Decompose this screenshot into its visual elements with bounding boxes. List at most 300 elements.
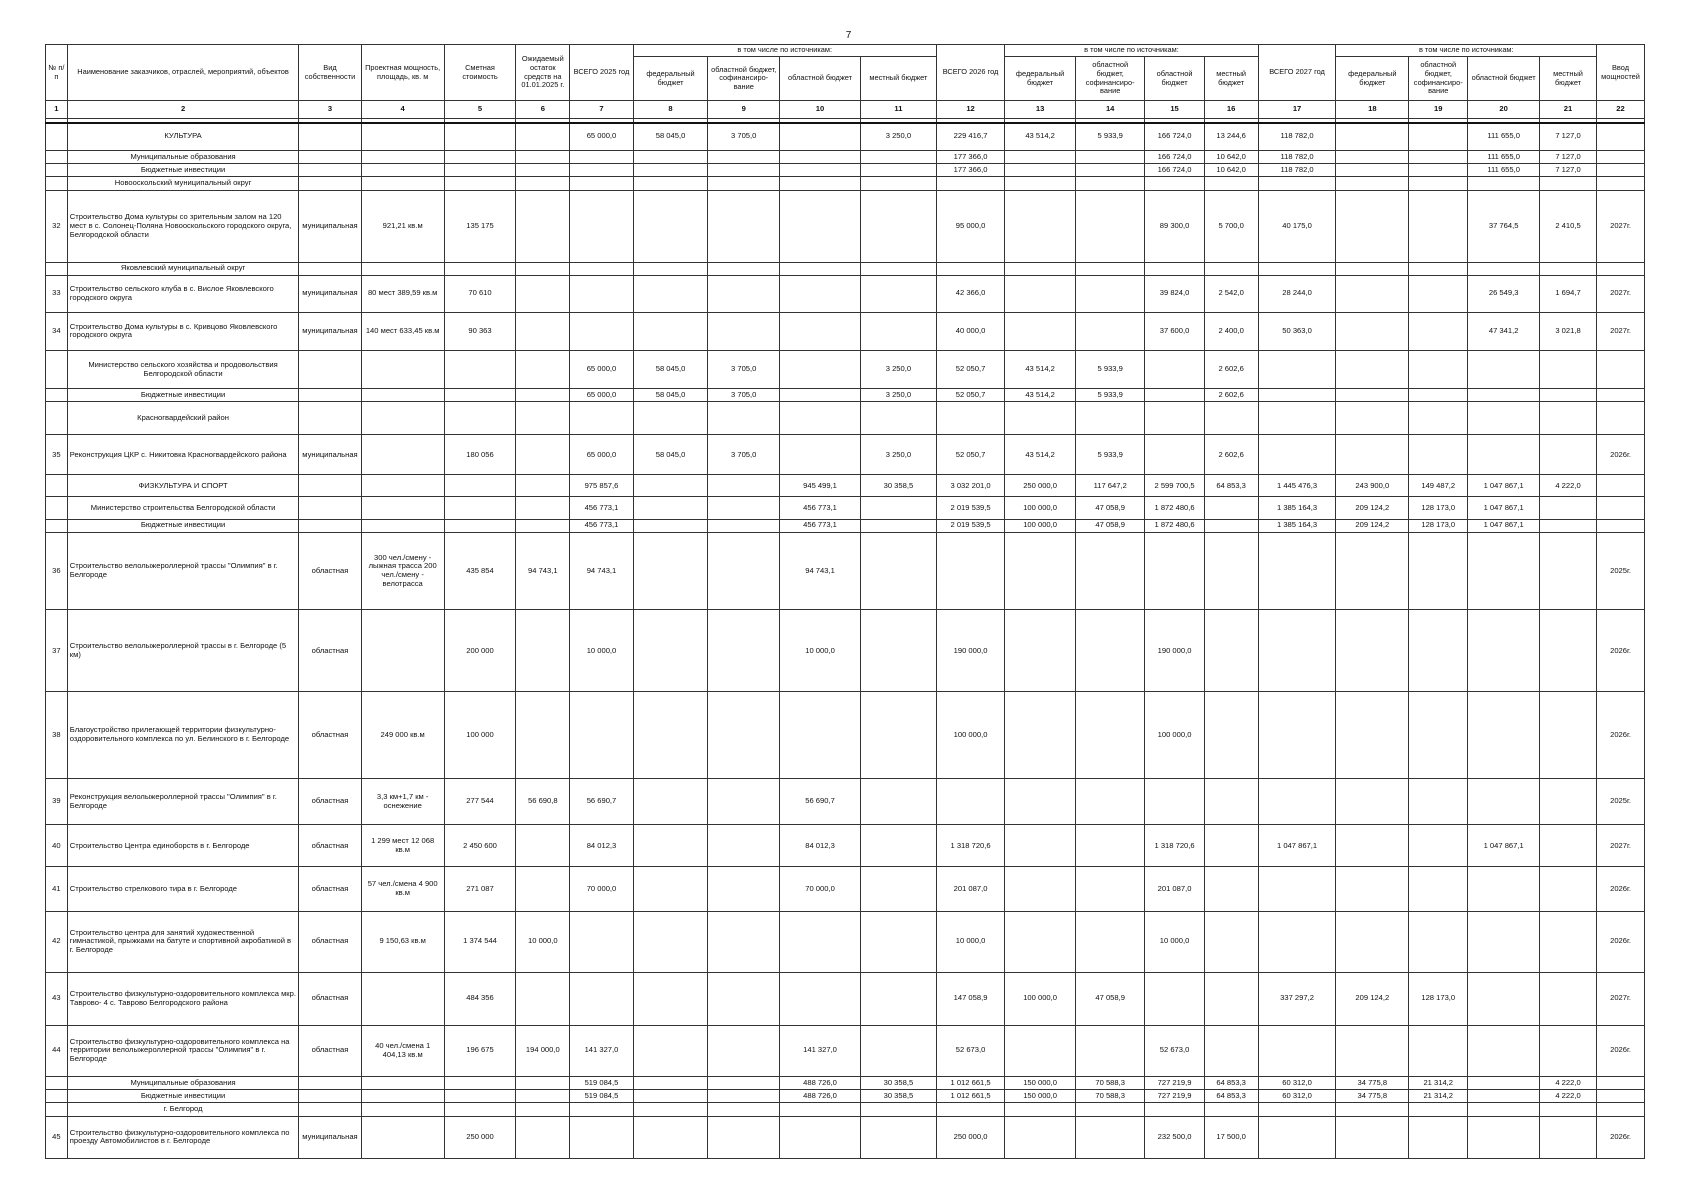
amount-cell: 1 872 480,6 — [1145, 497, 1204, 519]
amount-cell: 47 341,2 — [1468, 312, 1540, 351]
amount-cell — [708, 150, 780, 163]
amount-cell — [708, 778, 780, 825]
amount-cell — [444, 388, 516, 401]
object-name: Строительство физкультурно-оздоровительного комплекса на территории велолыжероллерной трассы "Олимпия" в г. Белгороде — [67, 1025, 299, 1076]
amount-cell: 58 045,0 — [633, 388, 708, 401]
amount-cell — [1468, 778, 1540, 825]
row-number: 43 — [46, 972, 68, 1025]
amount-cell — [1468, 177, 1540, 190]
row-number: 40 — [46, 825, 68, 867]
amount-cell — [1005, 532, 1076, 610]
commission-year: 2027г. — [1597, 972, 1645, 1025]
row-number: 44 — [46, 1025, 68, 1076]
amount-cell: 52 673,0 — [936, 1025, 1005, 1076]
page-number: 7 — [845, 30, 852, 41]
capacity-cell — [361, 972, 444, 1025]
amount-cell — [708, 190, 780, 262]
amount-cell — [936, 1103, 1005, 1116]
amount-cell: 3 250,0 — [861, 435, 937, 475]
commission-year: 2026г. — [1597, 692, 1645, 778]
amount-cell — [570, 312, 633, 351]
amount-cell: 128 173,0 — [1409, 972, 1468, 1025]
commission-year — [1597, 1076, 1645, 1089]
amount-cell — [1468, 911, 1540, 972]
amount-cell — [1258, 435, 1336, 475]
amount-cell — [780, 692, 861, 778]
amount-cell — [1468, 867, 1540, 911]
capacity-cell — [361, 262, 444, 275]
amount-cell — [936, 402, 1005, 435]
ownership-cell: муниципальная — [299, 190, 361, 262]
column-number: 10 — [780, 101, 861, 119]
amount-cell — [708, 1103, 780, 1116]
amount-cell — [1336, 911, 1409, 972]
amount-cell: 58 045,0 — [633, 435, 708, 475]
ownership-cell: областная — [299, 610, 361, 692]
ownership-cell — [299, 123, 361, 151]
amount-cell — [861, 402, 937, 435]
row-number — [46, 388, 68, 401]
commission-year: 2026г. — [1597, 911, 1645, 972]
amount-cell — [444, 1090, 516, 1103]
amount-cell — [1468, 692, 1540, 778]
row-number: 38 — [46, 692, 68, 778]
capacity-cell — [361, 177, 444, 190]
amount-cell: 1 047 867,1 — [1468, 519, 1540, 532]
amount-cell: 484 356 — [444, 972, 516, 1025]
amount-cell: 1 318 720,6 — [936, 825, 1005, 867]
amount-cell — [633, 1090, 708, 1103]
amount-cell — [1409, 150, 1468, 163]
amount-cell — [633, 1116, 708, 1158]
amount-cell: 56 690,7 — [780, 778, 861, 825]
amount-cell: 150 000,0 — [1005, 1090, 1076, 1103]
amount-cell — [1336, 388, 1409, 401]
header-balance: Ожидаемый остаток средств на 01.01.2025 г. — [516, 45, 570, 101]
amount-cell: 2 542,0 — [1204, 275, 1258, 312]
amount-cell — [1204, 262, 1258, 275]
amount-cell — [1409, 262, 1468, 275]
object-name: Благоустройство прилегающей территории физкультурно-оздоровительного комплекса по ул. Белинского в г. Белгороде — [67, 692, 299, 778]
group-row — [46, 123, 1645, 151]
amount-cell: 166 724,0 — [1145, 150, 1204, 163]
amount-cell: 243 900,0 — [1336, 475, 1409, 497]
amount-cell: 3 705,0 — [708, 123, 780, 151]
object-name: Строительство стрелкового тира в г. Белгороде — [67, 867, 299, 911]
amount-cell: 10 642,0 — [1204, 164, 1258, 177]
commission-year — [1597, 262, 1645, 275]
object-name: Строительство центра для занятий художественной гимнастикой, прыжками на батуте и спортивной акробатикой в г. Белгороде — [67, 911, 299, 972]
amount-cell — [1539, 911, 1596, 972]
amount-cell: 10 000,0 — [570, 610, 633, 692]
amount-cell — [516, 177, 570, 190]
amount-cell — [633, 275, 708, 312]
amount-cell — [1468, 1025, 1540, 1076]
amount-cell: 111 655,0 — [1468, 123, 1540, 151]
amount-cell — [1075, 911, 1145, 972]
amount-cell — [1005, 778, 1076, 825]
amount-cell — [1468, 1076, 1540, 1089]
amount-cell — [861, 867, 937, 911]
amount-cell — [708, 402, 780, 435]
amount-cell — [1005, 262, 1076, 275]
amount-cell — [1468, 435, 1540, 475]
amount-cell — [1258, 1103, 1336, 1116]
amount-cell: 3 705,0 — [708, 388, 780, 401]
column-number: 18 — [1336, 101, 1409, 119]
amount-cell: 141 327,0 — [780, 1025, 861, 1076]
amount-cell — [1539, 532, 1596, 610]
ownership-cell — [299, 1090, 361, 1103]
amount-cell — [780, 123, 861, 151]
amount-cell — [633, 1103, 708, 1116]
amount-cell: 90 363 — [444, 312, 516, 351]
amount-cell — [444, 123, 516, 151]
column-number: 11 — [861, 101, 937, 119]
amount-cell — [1204, 497, 1258, 519]
amount-cell: 70 588,3 — [1075, 1090, 1145, 1103]
table-body — [46, 101, 1645, 1159]
amount-cell — [633, 692, 708, 778]
amount-cell — [444, 519, 516, 532]
row-number — [46, 150, 68, 163]
amount-cell — [444, 262, 516, 275]
amount-cell — [708, 610, 780, 692]
amount-cell — [633, 1076, 708, 1089]
amount-cell: 118 782,0 — [1258, 150, 1336, 163]
amount-cell — [780, 164, 861, 177]
commission-year: 2026г. — [1597, 610, 1645, 692]
amount-cell: 1 012 661,5 — [936, 1090, 1005, 1103]
amount-cell — [1145, 1103, 1204, 1116]
group-row — [46, 388, 1645, 401]
amount-cell — [861, 1103, 937, 1116]
amount-cell — [936, 177, 1005, 190]
amount-cell: 17 500,0 — [1204, 1116, 1258, 1158]
amount-cell — [708, 911, 780, 972]
amount-cell — [633, 610, 708, 692]
group-row — [46, 164, 1645, 177]
amount-cell — [444, 177, 516, 190]
amount-cell: 1 694,7 — [1539, 275, 1596, 312]
ownership-cell — [299, 402, 361, 435]
object-name: Строительство физкультурно-оздоровительного комплекса мкр. Таврово- 4 с. Таврово Белгородского района — [67, 972, 299, 1025]
amount-cell: 34 775,8 — [1336, 1090, 1409, 1103]
column-number: 20 — [1468, 101, 1540, 119]
amount-cell — [936, 262, 1005, 275]
amount-cell — [708, 972, 780, 1025]
amount-cell — [1204, 519, 1258, 532]
capacity-cell — [361, 123, 444, 151]
amount-cell — [708, 164, 780, 177]
capacity-cell: 140 мест 633,45 кв.м — [361, 312, 444, 351]
amount-cell: 111 655,0 — [1468, 164, 1540, 177]
amount-cell — [1145, 435, 1204, 475]
amount-cell — [1336, 262, 1409, 275]
amount-cell — [633, 402, 708, 435]
amount-cell — [1336, 123, 1409, 151]
amount-cell — [1258, 1116, 1336, 1158]
amount-cell — [516, 164, 570, 177]
amount-cell: 30 358,5 — [861, 1090, 937, 1103]
amount-cell — [1075, 692, 1145, 778]
amount-cell — [444, 351, 516, 389]
amount-cell: 1 047 867,1 — [1468, 825, 1540, 867]
amount-cell: 1 374 544 — [444, 911, 516, 972]
amount-cell — [861, 1025, 937, 1076]
amount-cell: 65 000,0 — [570, 388, 633, 401]
column-number: 5 — [444, 101, 516, 119]
capacity-cell — [361, 475, 444, 497]
row-number: 36 — [46, 532, 68, 610]
amount-cell — [1204, 867, 1258, 911]
amount-cell: 4 222,0 — [1539, 1090, 1596, 1103]
amount-cell — [1468, 972, 1540, 1025]
amount-cell: 10 000,0 — [780, 610, 861, 692]
amount-cell — [1539, 825, 1596, 867]
ownership-cell — [299, 351, 361, 389]
amount-cell — [708, 519, 780, 532]
amount-cell: 3 250,0 — [861, 351, 937, 389]
amount-cell: 21 314,2 — [1409, 1076, 1468, 1089]
group-row — [46, 475, 1645, 497]
header-sources-2025: в том числе по источникам: — [633, 45, 936, 57]
amount-cell: 117 647,2 — [1075, 475, 1145, 497]
amount-cell — [1336, 351, 1409, 389]
amount-cell — [861, 610, 937, 692]
amount-cell — [1539, 351, 1596, 389]
amount-cell — [633, 475, 708, 497]
object-name: Строительство Дома культуры со зрительным залом на 120 мест в с. Солонец-Поляна Новооскольского городского округа, Белгородской области — [67, 190, 299, 262]
row-number — [46, 164, 68, 177]
amount-cell — [1204, 825, 1258, 867]
amount-cell — [516, 825, 570, 867]
amount-cell: 28 244,0 — [1258, 275, 1336, 312]
amount-cell — [1409, 351, 1468, 389]
amount-cell: 201 087,0 — [936, 867, 1005, 911]
amount-cell — [1336, 150, 1409, 163]
amount-cell: 2 410,5 — [1539, 190, 1596, 262]
column-number: 19 — [1409, 101, 1468, 119]
header-no: № п/п — [46, 45, 68, 101]
header-sources-2026: в том числе по источникам: — [1005, 45, 1258, 57]
column-number: 3 — [299, 101, 361, 119]
amount-cell: 118 782,0 — [1258, 123, 1336, 151]
amount-cell — [780, 402, 861, 435]
column-number: 13 — [1005, 101, 1076, 119]
amount-cell: 727 219,9 — [1145, 1090, 1204, 1103]
ownership-cell — [299, 164, 361, 177]
group-row — [46, 177, 1645, 190]
amount-cell — [1539, 778, 1596, 825]
amount-cell — [1075, 150, 1145, 163]
group-title: Министерство сельского хозяйства и продовольствия Белгородской области — [67, 351, 299, 389]
amount-cell: 94 743,1 — [570, 532, 633, 610]
amount-cell: 47 058,9 — [1075, 519, 1145, 532]
ownership-cell — [299, 177, 361, 190]
amount-cell: 10 000,0 — [936, 911, 1005, 972]
table-row — [46, 275, 1645, 312]
amount-cell — [780, 275, 861, 312]
column-number: 2 — [67, 101, 299, 119]
column-number-row — [46, 101, 1645, 119]
amount-cell: 52 050,7 — [936, 351, 1005, 389]
amount-cell — [1336, 610, 1409, 692]
column-number: 7 — [570, 101, 633, 119]
row-number: 33 — [46, 275, 68, 312]
amount-cell: 60 312,0 — [1258, 1076, 1336, 1089]
ownership-cell — [299, 1076, 361, 1089]
amount-cell — [1468, 1090, 1540, 1103]
amount-cell: 65 000,0 — [570, 351, 633, 389]
amount-cell — [1204, 402, 1258, 435]
capacity-cell — [361, 388, 444, 401]
amount-cell — [1539, 1025, 1596, 1076]
amount-cell: 42 366,0 — [936, 275, 1005, 312]
amount-cell — [861, 692, 937, 778]
amount-cell — [516, 312, 570, 351]
amount-cell: 52 673,0 — [1145, 1025, 1204, 1076]
amount-cell — [1075, 402, 1145, 435]
amount-cell: 975 857,6 — [570, 475, 633, 497]
amount-cell: 135 175 — [444, 190, 516, 262]
ownership-cell — [299, 497, 361, 519]
amount-cell: 229 416,7 — [936, 123, 1005, 151]
ownership-cell — [299, 519, 361, 532]
amount-cell — [936, 778, 1005, 825]
row-number — [46, 497, 68, 519]
amount-cell: 5 933,9 — [1075, 351, 1145, 389]
amount-cell — [780, 177, 861, 190]
amount-cell — [633, 911, 708, 972]
amount-cell — [1409, 1116, 1468, 1158]
amount-cell: 456 773,1 — [780, 519, 861, 532]
row-number: 32 — [46, 190, 68, 262]
table-row — [46, 435, 1645, 475]
header-local-2026: местный бюджет — [1204, 57, 1258, 101]
amount-cell: 519 084,5 — [570, 1076, 633, 1089]
amount-cell — [516, 262, 570, 275]
amount-cell: 84 012,3 — [780, 825, 861, 867]
group-row — [46, 150, 1645, 163]
amount-cell — [633, 778, 708, 825]
column-number: 17 — [1258, 101, 1336, 119]
ownership-cell: муниципальная — [299, 435, 361, 475]
amount-cell — [1409, 911, 1468, 972]
commission-year: 2026г. — [1597, 435, 1645, 475]
header-federal-2025: федеральный бюджет — [633, 57, 708, 101]
amount-cell — [516, 497, 570, 519]
amount-cell: 60 312,0 — [1258, 1090, 1336, 1103]
group-row — [46, 402, 1645, 435]
amount-cell — [1075, 532, 1145, 610]
amount-cell — [1075, 262, 1145, 275]
amount-cell: 50 363,0 — [1258, 312, 1336, 351]
commission-year: 2025г. — [1597, 532, 1645, 610]
amount-cell — [633, 1025, 708, 1076]
amount-cell: 118 782,0 — [1258, 164, 1336, 177]
amount-cell: 209 124,2 — [1336, 519, 1409, 532]
amount-cell: 56 690,7 — [570, 778, 633, 825]
amount-cell — [1258, 778, 1336, 825]
amount-cell — [1258, 692, 1336, 778]
amount-cell: 177 366,0 — [936, 164, 1005, 177]
amount-cell — [1539, 435, 1596, 475]
amount-cell — [1258, 351, 1336, 389]
amount-cell — [1005, 312, 1076, 351]
amount-cell — [1409, 164, 1468, 177]
amount-cell — [1075, 190, 1145, 262]
amount-cell — [1468, 610, 1540, 692]
amount-cell — [1258, 177, 1336, 190]
amount-cell — [1145, 532, 1204, 610]
commission-year — [1597, 150, 1645, 163]
amount-cell: 2 602,6 — [1204, 351, 1258, 389]
amount-cell — [1409, 825, 1468, 867]
header-local-2025: местный бюджет — [861, 57, 937, 101]
amount-cell — [861, 177, 937, 190]
amount-cell — [1336, 825, 1409, 867]
amount-cell — [1409, 610, 1468, 692]
group-title: г. Белгород — [67, 1103, 299, 1116]
amount-cell — [780, 435, 861, 475]
amount-cell — [633, 190, 708, 262]
group-title: Бюджетные инвестиции — [67, 1090, 299, 1103]
ownership-cell — [299, 388, 361, 401]
amount-cell: 7 127,0 — [1539, 123, 1596, 151]
header-federal-2026: федеральный бюджет — [1005, 57, 1076, 101]
amount-cell — [570, 164, 633, 177]
capacity-cell — [361, 164, 444, 177]
amount-cell — [444, 150, 516, 163]
column-number: 4 — [361, 101, 444, 119]
header-estimate: Сметная стоимость — [444, 45, 516, 101]
group-row — [46, 1076, 1645, 1089]
capacity-cell: 300 чел./смену - лыжная трасса 200 чел./смену - велотрасса — [361, 532, 444, 610]
amount-cell: 2 400,0 — [1204, 312, 1258, 351]
amount-cell: 70 000,0 — [780, 867, 861, 911]
amount-cell — [516, 972, 570, 1025]
column-number: 6 — [516, 101, 570, 119]
amount-cell — [570, 177, 633, 190]
amount-cell — [1005, 402, 1076, 435]
amount-cell: 43 514,2 — [1005, 351, 1076, 389]
ownership-cell: муниципальная — [299, 1116, 361, 1158]
amount-cell: 1 318 720,6 — [1145, 825, 1204, 867]
table-row — [46, 532, 1645, 610]
amount-cell — [570, 402, 633, 435]
amount-cell — [1409, 275, 1468, 312]
group-title: Муниципальные образования — [67, 150, 299, 163]
amount-cell — [861, 519, 937, 532]
amount-cell: 58 045,0 — [633, 351, 708, 389]
row-number — [46, 351, 68, 389]
amount-cell: 30 358,5 — [861, 475, 937, 497]
amount-cell: 5 933,9 — [1075, 435, 1145, 475]
header-regional-2026: областной бюджет — [1145, 57, 1204, 101]
amount-cell — [708, 532, 780, 610]
amount-cell: 5 933,9 — [1075, 388, 1145, 401]
amount-cell — [1336, 1116, 1409, 1158]
amount-cell: 64 853,3 — [1204, 1090, 1258, 1103]
amount-cell: 70 588,3 — [1075, 1076, 1145, 1089]
amount-cell — [708, 262, 780, 275]
ownership-cell: областная — [299, 778, 361, 825]
amount-cell: 488 726,0 — [780, 1076, 861, 1089]
group-title: Яковлевский муниципальный округ — [67, 262, 299, 275]
amount-cell — [516, 610, 570, 692]
amount-cell: 194 000,0 — [516, 1025, 570, 1076]
